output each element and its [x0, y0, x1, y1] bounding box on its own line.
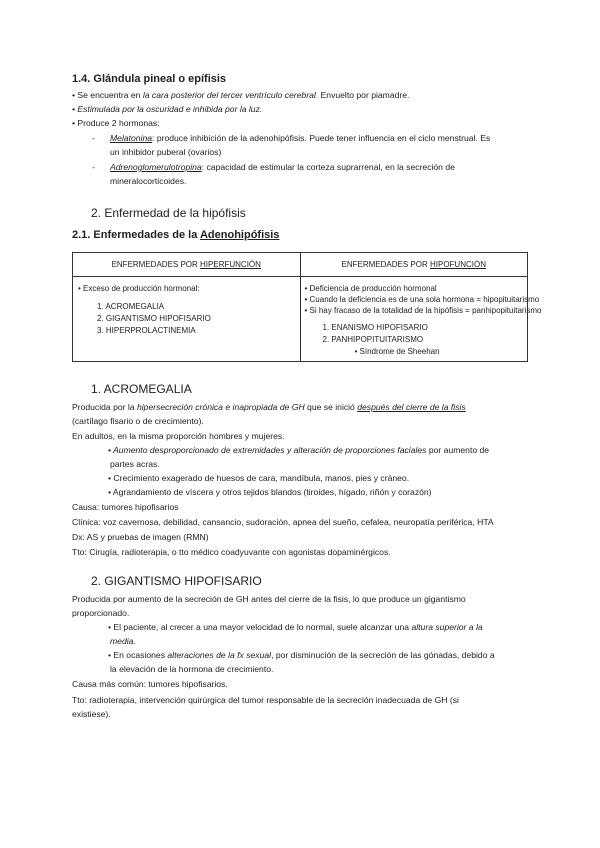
- acromegalia-bullet-1-cont: partes acras.: [110, 459, 160, 469]
- gigantismo-bullet-2: • En ocasiones alteraciones de la fx sexual, por disminución de la secreción de las gónadas, debido a: [108, 650, 495, 660]
- hormone-adrenoglomerulotropina: Adrenoglomerulotropina: capacidad de estimular la corteza suprarrenal, en la secreción de: [110, 162, 455, 172]
- acromegalia-para-2: En adultos, en la misma proporción hombres y mujeres.: [72, 431, 285, 441]
- pineal-bullet-2: • Estimulada por la oscuridad e inhibida por la luz.: [72, 104, 263, 114]
- cell-intro: • Exceso de producción hormonal:: [78, 284, 200, 293]
- table-cell-hipofuncion: [300, 277, 542, 362]
- acromegalia-causa: Causa: tumores hipofisarios: [72, 502, 179, 512]
- section-heading-pineal: 1.4. Glándula pineal o epífisis: [72, 73, 227, 85]
- cell-list-item: 1. ACROMEGALIA: [97, 302, 165, 311]
- heading-acromegalia: 1. ACROMEGALIA: [91, 382, 192, 396]
- acromegalia-clinica: Clínica: voz cavernosa, debilidad, cansancio, sudoración, apnea del sueño, cefalea, neuropatía periférica, HTA: [72, 517, 494, 527]
- gigantismo-para-1: Producida por aumento de la secreción de GH antes del cierre de la fisis, lo que produce un gigantismo: [72, 594, 466, 604]
- cell-list-item: 2. PANHIPOPITUITARISMO: [322, 335, 424, 344]
- gigantismo-bullet-2-cont: la elevación de la hormona de crecimiento.: [110, 664, 274, 674]
- heading-gigantismo: 2. GIGANTISMO HIPOFISARIO: [91, 574, 262, 588]
- table-header-hipofuncion: ENFERMEDADES POR HIPOFUNCIÓN: [300, 253, 528, 277]
- acromegalia-bullet-1: • Aumento desproporcionado de extremidades y alteración de proporciones faciales por aumento de: [108, 445, 490, 455]
- gigantismo-causa: Causa más común: tumores hipofisarios.: [72, 679, 228, 689]
- gigantismo-tto: Tto: radioterapia, intervención quirúrgica del tumor responsable de la secreción inadecuada de GH (si: [72, 695, 459, 705]
- dash-bullet: -: [92, 133, 95, 143]
- cell-line: • Deficiencia de producción hormonal: [304, 284, 437, 293]
- pineal-bullet-1: • Se encuentra en la cara posterior del tercer ventrículo cerebral. Envuelto por piamadre.: [72, 90, 410, 100]
- section-heading-2: 2. Enfermedad de la hipófisis: [91, 206, 246, 220]
- cell-list-item: 3. HIPERPROLACTINEMIA: [97, 326, 196, 335]
- acromegalia-tto: Tto: Cirugía, radioterapia, o tto médico coadyuvante con agonistas dopaminérgicos.: [72, 547, 391, 557]
- hormone-melatonina-cont: un inhibidor puberal (ovarios): [110, 147, 222, 157]
- cell-line: • Cuando la deficiencia es de una sola hormona = hipopituitarismo: [304, 295, 540, 304]
- acromegalia-para-1-cont: (cartílago fisario o de crecimiento).: [72, 416, 204, 426]
- table-cell-hiperfuncion: [73, 277, 301, 362]
- gigantismo-bullet-1-cont: media.: [110, 636, 136, 646]
- acromegalia-bullet-3: • Agrandamiento de víscera y otros tejidos blandos (tiroides, hígado, riñón y corazón): [108, 487, 432, 497]
- cell-line: • Si hay fracaso de la totalidad de la hipófisis = panhipopituitarismo: [304, 306, 542, 315]
- dash-bullet: -: [92, 162, 95, 172]
- gigantismo-tto-cont: existiese).: [72, 709, 111, 719]
- cell-sub-item: • Síndrome de Sheehan: [354, 347, 440, 356]
- gigantismo-bullet-1: • El paciente, al crecer a una mayor velocidad de lo normal, suele alcanzar una altura superior a la: [108, 622, 483, 632]
- cell-list-item: 2. GIGANTISMO HIPOFISARIO: [97, 314, 211, 323]
- diseases-table: [72, 252, 542, 362]
- cell-list-item: 1. ENANISMO HIPOFISARIO: [322, 323, 428, 332]
- acromegalia-para-1: Producida por la hipersecreción crónica e inapropiada de GH que se inició después del cierre de la fisis: [72, 402, 466, 412]
- pineal-bullet-3: • Produce 2 hormonas:: [72, 118, 160, 128]
- subsection-heading-2-1: 2.1. Enfermedades de la Adenohipófisis: [72, 229, 280, 241]
- table-header-hiperfuncion: ENFERMEDADES POR HIPERFUNCIÓN: [73, 253, 301, 277]
- hormone-adrenoglomerulotropina-cont: mineralocorticoides.: [110, 176, 187, 186]
- acromegalia-dx: Dx: AS y pruebas de imagen (RMN): [72, 532, 209, 542]
- gigantismo-para-1-cont: proporcionado.: [72, 608, 130, 618]
- hormone-melatonina: Melatonina: produce inhibición de la adenohipófisis. Puede tener influencia en el ciclo menstrual. Es: [110, 133, 491, 143]
- acromegalia-bullet-2: • Crecimiento exagerado de huesos de cara, mandíbula, manos, pies y cráneo.: [108, 473, 410, 483]
